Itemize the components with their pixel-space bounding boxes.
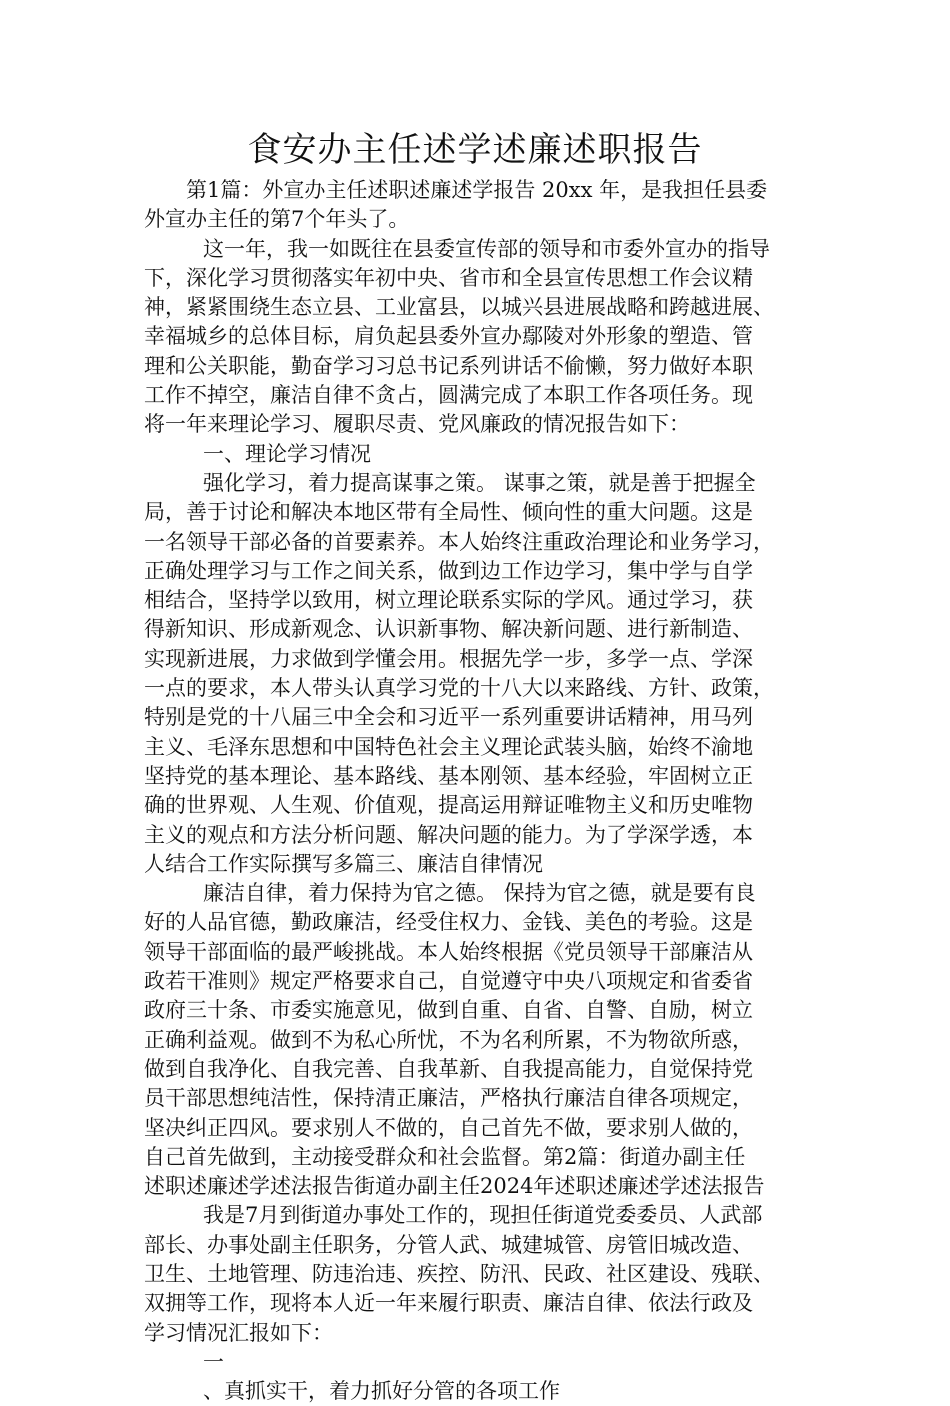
text-line: 神，紧紧围绕生态立县、工业富县，以城兴县进展战略和跨越进展、: [144, 295, 774, 320]
text-line: 学习情况汇报如下：: [144, 1320, 333, 1345]
text-line: 强化学习，着力提高谋事之策。 谋事之策，就是善于把握全: [203, 470, 756, 495]
text-line: 人结合工作实际撰写多篇三、廉洁自律情况: [144, 851, 543, 876]
text-line: 双拥等工作，现将本人近一年来履行职责、廉洁自律、依法行政及: [144, 1291, 753, 1316]
text-line: 员干部思想纯洁性，保持清正廉洁，严格执行廉洁自律各项规定，: [144, 1086, 753, 1111]
document-body: [144, 176, 824, 1406]
text-line: 一、理论学习情况: [203, 441, 371, 466]
text-line: 我是7月到街道办事处工作的，现担任街道党委委员、人武部: [203, 1203, 763, 1228]
text-line: 一: [203, 1349, 224, 1374]
text-line: 特别是党的十八届三中全会和习近平一系列重要讲话精神，用马列: [144, 705, 753, 730]
text-line: 部长、办事处副主任职务，分管人武、城建城管、房管旧城改造、: [144, 1232, 753, 1257]
text-line: 实现新进展，力求做到学懂会用。根据先学一步，多学一点、学深: [144, 646, 753, 671]
text-line: 幸福城乡的总体目标，肩负起县委外宣办鄢陵对外形象的塑造、管: [144, 324, 753, 349]
text-line: 政若干准则》规定严格要求自己，自觉遵守中央八项规定和省委省: [144, 969, 753, 994]
text-line: 廉洁自律，着力保持为官之德。 保持为官之德，就是要有良: [203, 881, 756, 906]
text-line: 坚决纠正四风。要求别人不做的，自己首先不做，要求别人做的，: [144, 1115, 753, 1140]
text-line: 好的人品官德，勤政廉洁，经受住权力、金钱、美色的考验。这是: [144, 910, 753, 935]
text-line: 、真抓实干，着力抓好分管的各项工作: [203, 1379, 560, 1404]
text-line: 一名领导干部必备的首要素养。本人始终注重政治理论和业务学习，: [144, 529, 774, 554]
text-line: 主义、毛泽东思想和中国特色社会主义理论武装头脑，始终不渝地: [144, 734, 753, 759]
text-line: 工作不掉空，廉洁自律不贪占，圆满完成了本职工作各项任务。现: [144, 383, 753, 408]
text-line: 局，善于讨论和解决本地区带有全局性、倾向性的重大问题。这是: [144, 500, 753, 525]
document-title: 食安办主任述学述廉述职报告: [247, 130, 703, 170]
text-line: 正确处理学习与工作之间关系，做到边工作边学习，集中学与自学: [144, 558, 753, 583]
text-line: 坚持党的基本理论、基本路线、基本刚领、基本经验，牢固树立正: [144, 763, 753, 788]
text-line: 自己首先做到，主动接受群众和社会监督。第2篇：街道办副主任: [144, 1144, 746, 1169]
text-line: 确的世界观、人生观、价值观，提高运用辩证唯物主义和历史唯物: [144, 793, 753, 818]
text-line: 这一年，我一如既往在县委宣传部的领导和市委外宣办的指导: [203, 236, 770, 261]
text-line: 卫生、土地管理、防违治违、疾控、防汛、民政、社区建设、残联、: [144, 1261, 774, 1286]
text-line: 得新知识、形成新观念、认识新事物、解决新问题、进行新制造、: [144, 617, 753, 642]
text-line: 外宣办主任的第7个年头了。: [144, 207, 410, 232]
text-line: 将一年来理论学习、履职尽责、党风廉政的情况报告如下：: [144, 412, 690, 437]
text-line: 主义的观点和方法分析问题、解决问题的能力。为了学深学透，本: [144, 822, 753, 847]
text-line: 第1篇：外宣办主任述职述廉述学报告 20xx 年，是我担任县委: [186, 178, 768, 202]
text-line: 下，深化学习贯彻落实年初中央、省市和全县宣传思想工作会议精: [144, 265, 753, 290]
text-line: 做到自我净化、自我完善、自我革新、自我提高能力，自觉保持党: [144, 1056, 753, 1081]
text-line: 理和公关职能，勤奋学习习总书记系列讲话不偷懒，努力做好本职: [144, 353, 753, 378]
text-line: 正确利益观。做到不为私心所忧，不为名利所累，不为物欲所惑，: [144, 1027, 753, 1052]
text-line: 政府三十条、市委实施意见，做到自重、自省、自警、自励，树立: [144, 998, 753, 1023]
text-line: 领导干部面临的最严峻挑战。本人始终根据《党员领导干部廉洁从: [144, 939, 753, 964]
text-line: 一点的要求，本人带头认真学习党的十八大以来路线、方针、政策，: [144, 676, 774, 701]
text-line: 相结合，坚持学以致用，树立理论联系实际的学风。通过学习，获: [144, 588, 753, 613]
text-line: 述职述廉述学述法报告街道办副主任2024年述职述廉述学述法报告: [144, 1174, 765, 1199]
